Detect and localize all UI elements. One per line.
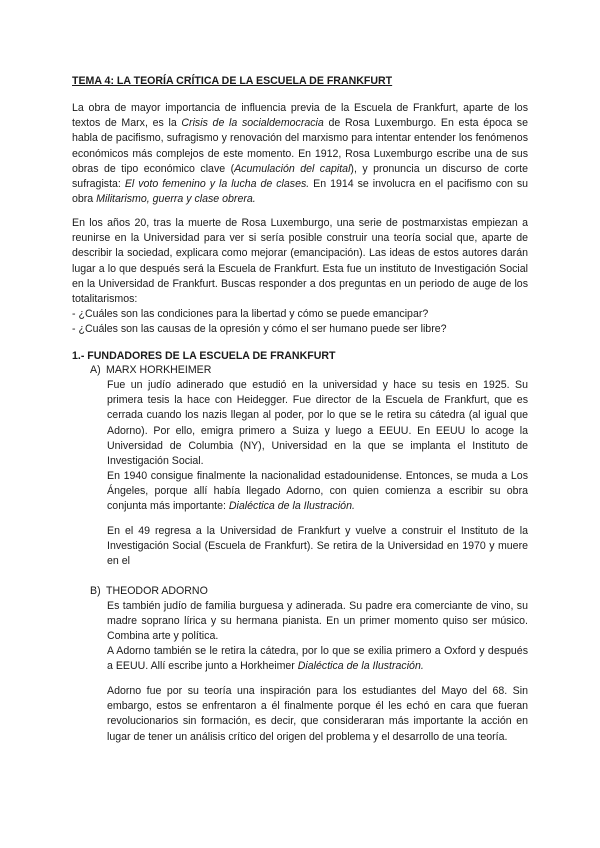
adorno-paragraph-1: Es también judío de familia burguesa y adinerada. Su padre era comerciante de vino, su madre soprano lírica y su hermana pianista. En un primer momento quiso ser músico. Combina arte y política. — [107, 600, 528, 643]
work-title: Militarismo, guerra y clase obrera. — [96, 193, 256, 206]
list-letter: B) — [90, 585, 101, 597]
horkheimer-paragraph-2 — [107, 469, 528, 515]
horkheimer-paragraph-3: En el 49 regresa a la Universidad de Frankfurt y vuelve a construir el Instituto de la Investigación Social (Escuela de Frankfurt). Se retira de la Universidad en 1970 y muere en el — [107, 525, 528, 568]
subsection-title: MARX HORKHEIMER — [106, 364, 212, 376]
subsection-horkheimer — [90, 363, 211, 378]
intro-paragraph-2: En los años 20, tras la muerte de Rosa Luxemburgo, una serie de postmarxistas empiezan a reunirse en la Universidad para ver si sería posible construir una teoría social que, aparte de describir la sociedad, explicara como mejorar (emancipación). Las ideas de estos autores darán lugar a lo que después será la Escuela de Frankfurt. Esta fue un instituto de Investigación Social en la Universidad de Frankfurt. Buscas responder a dos preguntas en un periodo de auge de los totalitarismos: — [72, 217, 528, 306]
paragraph-text: A Adorno también se le retira la cátedra, por lo que se exilia primero a Oxford y después a EEUU. Allí escribe junto a Horkheimer — [107, 645, 528, 673]
intro-paragraph-1 — [72, 101, 528, 207]
adorno-paragraph-2 — [107, 644, 528, 674]
page-title: TEMA 4: LA TEORÍA CRÍTICA DE LA ESCUELA DE FRANKFURT — [72, 75, 393, 87]
paragraph-text: En 1940 consigue finalmente la nacionalidad estadounidense. Entonces, se muda a Los Ángeles, porque allí había llegado Adorno, con quien comienza a escribir su obra conjunta más importante: — [107, 470, 528, 513]
question-2: - ¿Cuáles son las causas de la opresión y cómo el ser humano puede ser libre? — [72, 323, 447, 335]
intro-text: ), y pronuncia un discurso de corte sufragista: — [72, 162, 528, 191]
work-title: Acumulación del capital — [234, 162, 351, 175]
list-letter: A) — [90, 364, 101, 376]
work-title: El voto femenino y la lucha de clases. — [124, 178, 310, 191]
horkheimer-paragraph-1: Fue un judío adinerado que estudió en la universidad y hace su tesis en 1925. Su primera tesis la hace con Heidegger. Fue director de la Escuela de Frankfurt, que es cerrada cuando los nazis llegan al poder, por lo que se le retira su cátedra (al igual que Adorno). Por ello, emigra primero a Suiza y luego a EEUU. En EEUU lo acoge la Universidad de Columbia (NY), Universidad en la que se implanta el Instituto de Investigación Social. — [107, 379, 528, 468]
intro-text: En 1914 se involucra en el pacifismo con su obra — [72, 178, 529, 206]
adorno-paragraph-3: Adorno fue por su teoría una inspiración para los estudiantes del Mayo del 68. Sin embargo, estos se enfrentaron a él finalmente porque él les echó en cara que fueran revolucionarios sin formación, es decir, que consideraran más importante la acción en lugar de tener un análisis crítico del origen del problema y el desarrollo de una teoría. — [107, 685, 528, 743]
question-1: - ¿Cuáles son las condiciones para la libertad y cómo se puede emancipar? — [72, 308, 429, 320]
subsection-title: THEODOR ADORNO — [106, 585, 208, 597]
work-title: Dialéctica de la Ilustración. — [297, 660, 424, 673]
work-title: Crisis de la socialdemocracia — [181, 117, 324, 130]
subsection-adorno — [90, 584, 208, 599]
work-title: Dialéctica de la Ilustración. — [228, 500, 355, 513]
section-heading: 1.- FUNDADORES DE LA ESCUELA DE FRANKFURT — [72, 350, 336, 362]
intro-text: de Rosa Luxemburgo. En esta época se habla de pacifismo, sufragismo y renovación del marxismo para intentar entender los fenómenos económicos más complejos de este momento. En 1912, Rosa Luxemburgo escribe una de sus obras de tipo económico clave ( — [72, 117, 528, 175]
intro-text: La obra de mayor importancia de influencia previa de la Escuela de Frankfurt, aparte de los textos de Marx, es la — [72, 102, 528, 130]
